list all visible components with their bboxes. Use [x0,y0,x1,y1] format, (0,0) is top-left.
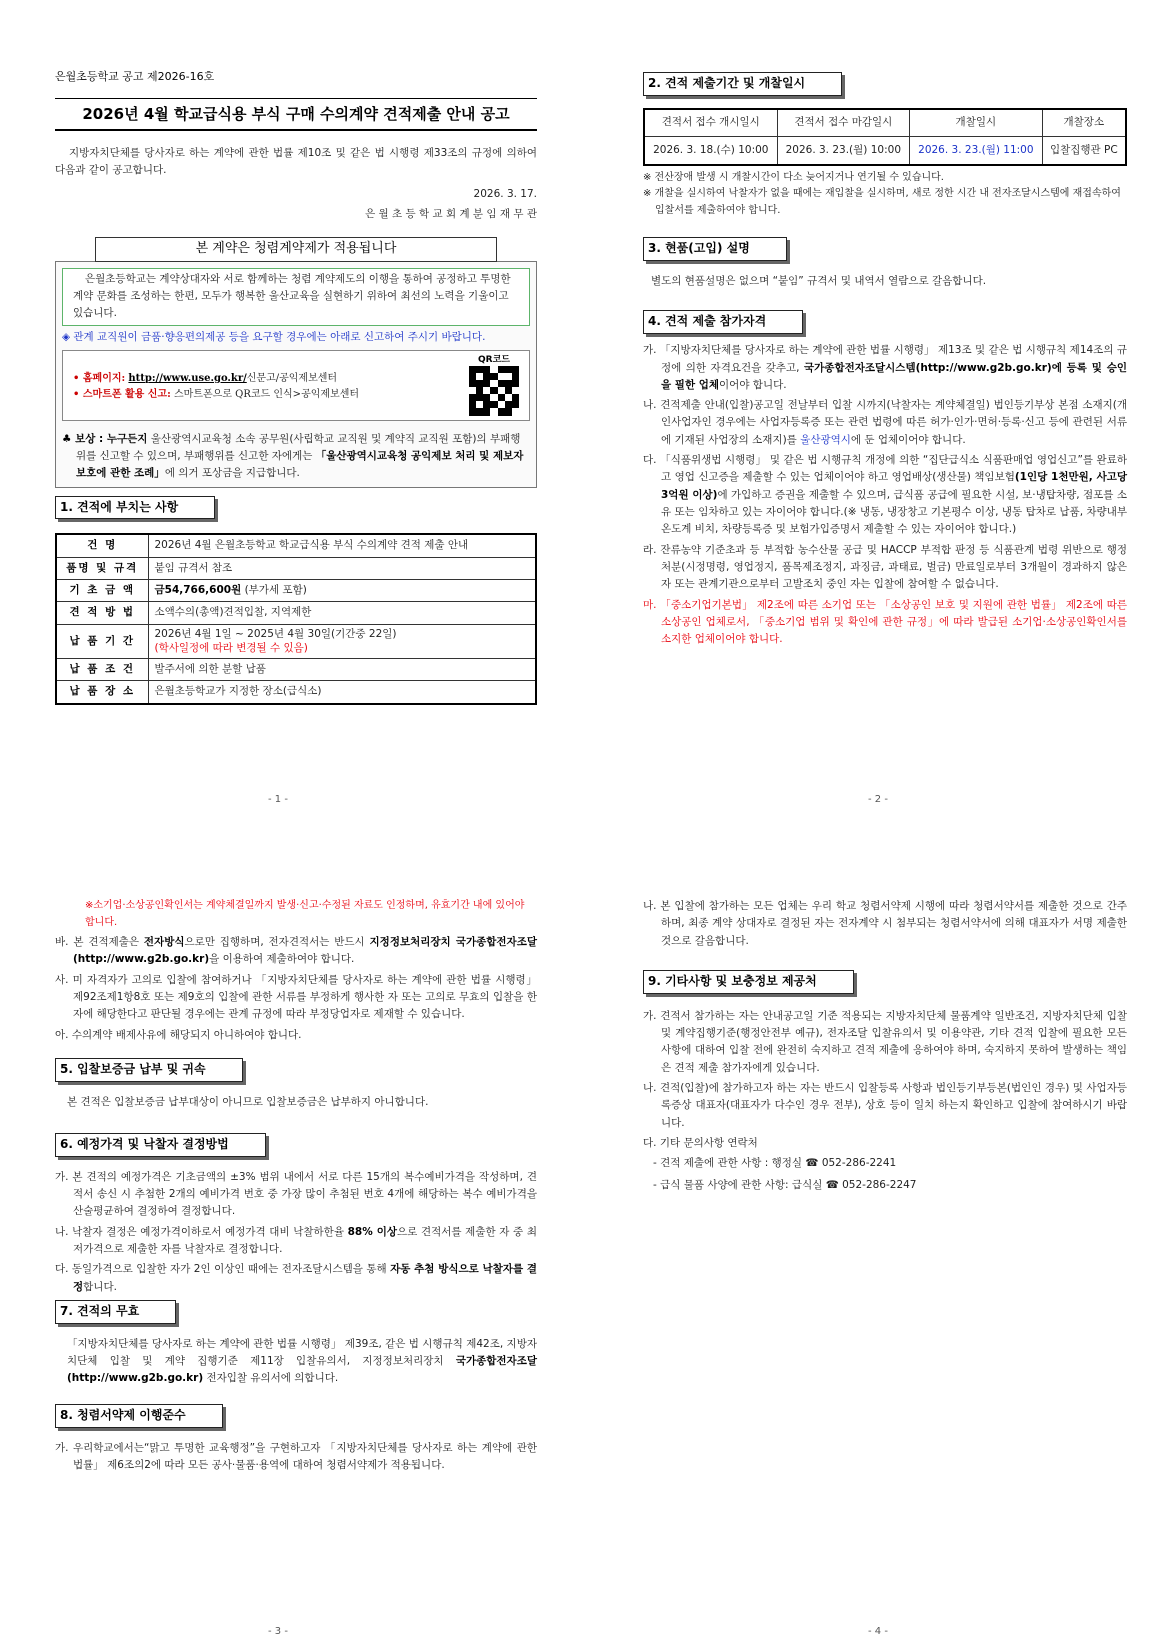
contact-food: - 급식 물품 사양에 관한 사항: 급식실 ☎ 052-286-2247 [653,1178,917,1191]
table-row: 납 품 조 건 발주서에 의한 분할 납품 [56,658,536,680]
section-7-heading: 7. 견적의 무효 [55,1300,176,1324]
section-8-text: 가. 우리학교에서는“맑고 투명한 교육행정”을 구현하고자 「지방자치단체를 당사자로 하는 계약에 관한 법률」 제6조의2에 따라 모든 공사·물품·용역에 대하여 청렴서약제가 적용됩니다. [55,1441,537,1471]
section-3-heading: 3. 현품(고입) 설명 [643,237,787,261]
integrity-na: 나. 본 입찰에 참가하는 모든 업체는 우리 학교 청렴서약제 시행에 따라 청렴서약서를 제출한 것으로 간주하며, 최종 계약 상대자로 결정된 자는 전자계약 시 첨부되는 청렴서약서에 의해 대표자가 서명 제출한 것으로 갈음합니다. [643,900,1127,947]
issuer: 은 월 초 등 학 교 회 계 분 임 재 무 관 [365,207,537,220]
table-row: 납 품 장 소 은월초등학교가 지정한 장소(급식소) [56,681,536,704]
report-note: ◈ 관계 교직원이 금품·향응편의제공 등을 요구할 경우에는 아래로 신고하여 주시기 바랍니다. [62,330,486,343]
page-2 [643,72,1127,652]
other-da: 다. 기타 문의사항 연락처 [643,1136,758,1149]
qualification-ga: 가. 「지방자치단체를 당사자로 하는 계약에 관한 법률 시행령」 제13조 및 같은 법 시행규칙 제14조의 규정에 의한 자격요건을 갖추고, 국가종합전자조달시스템(http://www.g2b.go.kr)에 등록 및 승인을 필한 업체이어야 합니다. [643,344,1127,391]
page-number-2: - 2 - [868,794,888,805]
smartphone-line: • 스마트폰 활용 신고: 스마트폰으로 QR코드 인식>공익제보센터 [73,389,360,401]
table-row: 품명 및 규격 붙임 규격서 참조 [56,557,536,579]
section-9-heading: 9. 기타사항 및 보충정보 제공처 [643,970,854,994]
qualification-da: 다. 「식품위생법 시행령」 및 같은 법 시행규칙 개정에 의한 “집단급식소 식품판매업 영업신고”를 완료하고 영업 신고증을 제출할 수 있는 업체이어야 하고 영업배상(생산물) 책임보험(1인당 1천만원, 사고당 3억원 이상)에 가입하고 증권을 제출할 수 있으며, 급식품 공급에 필요한 시설, 보·냉탑차량, 점포를 소유 또는 임차하고 있는 자이어야 합니다.(※ 냉동, 냉장창고 기본평수 이상, 냉동 탑차로 납품, 차량내부 온도계 비치, 차량등록증 및 보험가입증명서 제출할 수 있는 자이어야 합니다.) [643,454,1127,536]
reward-text: ♣ 보상 : 누구든지 울산광역시교육청 소속 공무원(사립학교 교직원 및 계약직 교직원 포함)의 부패행위를 신고할 수 있으며, 부패행위를 신고한 자에게는 「울산광역시교육청 공익제보 처리 및 제보자 보호에 관한 조례」에 의거 포상금을 지급합니다. [62,432,524,480]
qualification-ma: 마. 「중소기업기본법」 제2조에 따른 소기업 또는 「소상공인 보호 및 지원에 관한 법률」 제2조에 따른 소상공인 업체로서, 「중소기업 범위 및 확인에 관한 규정」에 따라 발급된 소기업·소상공인확인서를 소지한 업체이어야 합니다. [643,598,1127,646]
integrity-text: 은월초등학교는 계약상대자와 서로 함께하는 청렴 계약제도의 이행을 통하여 공정하고 투명한 계약 문화를 조성하는 한편, 모두가 행복한 울산교육을 실현하기 위하여 최선의 노력을 기울이고 있습니다. [62,268,530,326]
homepage-link[interactable]: http://www.use.go.kr/ [128,372,247,384]
other-na: 나. 견적(입찰)에 참가하고자 하는 자는 반드시 입찰등록 사항과 법인등기부등본(법인인 경우) 및 사업자등록증상 대표자(대표자가 다수인 경우 전부), 상호 등이 일치 하는지 확인하고 입찰에 참여하시기 바랍니다. [643,1081,1127,1129]
contact-bid: - 견적 제출에 관한 사항 : 행정실 ☎ 052-286-2241 [653,1157,897,1170]
section-5-text: 본 견적은 입찰보증금 납부대상이 아니므로 입찰보증금은 납부하지 아니합니다. [67,1095,429,1108]
pricing-ga: 가. 본 견적의 예정가격은 기초금액의 ±3% 범위 내에서 서로 다른 15개의 복수예비가격을 작성하며, 견적서 송신 시 추첨한 2개의 예비가격 번호 중 가장 많이 추첨된 번호 4개에 해당하는 복수 예비가격을 산술평균하여 결정하여 결정합니다. [55,1170,537,1218]
integrity-notice-box [55,261,537,488]
notice-number: 은월초등학교 공고 제2026-16호 [55,70,215,83]
intro-text: 지방자치단체를 당사자로 하는 계약에 관한 법률 제10조 및 같은 법 시행령 제33조의 규정에 의하여 다음과 같이 공고합니다. [55,146,537,177]
notice-date: 2026. 3. 17. [473,187,537,200]
page-number-3: - 3 - [268,1626,288,1637]
report-channels-box [62,350,530,421]
page-number-4: - 4 - [868,1626,888,1637]
schedule-table [643,108,1127,166]
section-5-heading: 5. 입찰보증금 납부 및 귀속 [55,1058,243,1082]
pricing-da: 다. 동일가격으로 입찰한 자가 2인 이상인 때에는 전자조달시스템을 통해 자동 추첨 방식으로 낙찰자를 결정합니다. [55,1263,537,1293]
section-8-heading: 8. 청렴서약제 이행준수 [55,1404,223,1428]
note-2: ※ 개찰을 실시하여 낙찰자가 없을 때에는 재입찰을 실시하며, 새로 정한 시간 내 전자조달시스템에 재접속하여 입찰서를 제출하여야 합니다. [643,188,1121,216]
qr-code-icon[interactable] [469,366,519,416]
clause-sa: 사. 미 자격자가 고의로 입찰에 참여하거나 「지방자치단체를 당사자로 하는 계약에 관한 법률 시행령」 제92조제1항8호 또는 제9호의 입찰에 관한 서류를 부정하게 행사한 자 또는 고의로 무효의 입찰을 한 자에 해당한다고 판단될 경우에는 관계 규정에 따라 부정당업자로 제재할 수 있습니다. [55,973,537,1021]
section-1-heading: 1. 견적에 부치는 사항 [55,496,215,520]
section-7-text: 「지방자치단체를 당사자로 하는 계약에 관한 법률 시행령」 제39조, 같은 법 시행규칙 제42조, 지방자치단체 입찰 및 계약 집행기준 제11장 입찰유의서, 지정정보처리장치 국가종합전자조달(http://www.g2b.go.kr) 전자입찰 유의서에 의합니다. [67,1337,537,1385]
page-4 [643,898,1127,1194]
section-4-heading: 4. 견적 제출 참가자격 [643,310,803,334]
pricing-na: 나. 낙찰자 결정은 예정가격이하로서 예정가격 대비 낙찰하한율 88% 이상으로 견적서를 제출한 자 중 최저가격으로 제출한 자를 낙찰자로 결정합니다. [55,1225,537,1256]
section-3-text: 별도의 현품설명은 없으며 “붙임” 규격서 및 내역서 열람으로 갈음합니다. [651,275,987,288]
other-ga: 가. 견적서 참가하는 자는 안내공고일 기준 적용되는 지방자치단체 물품계약 일반조건, 지방자치단체 입찰 및 계약집행기준(행정안전부 예규), 전자조달 입찰유의서 및 이용약관, 기타 견적 입찰에 필요한 모든 사항에 대하여 입찰 전에 완전히 숙지하고 견적 제출에 응하여야 하며, 숙지하지 못하여 발생하는 책임은 견적 제출 참가자에게 있습니다. [643,1009,1127,1074]
page-1 [55,68,537,705]
clause-a: 아. 수의계약 배제사유에 해당되지 아니하여야 합니다. [55,1028,302,1041]
integrity-notice-title: 본 계약은 청렴계약제가 적용됩니다 [95,237,497,261]
homepage-line: • 홈페이지: http://www.use.go.kr/신문고/공익제보센터 [73,372,338,384]
page-number-1: - 1 - [268,794,288,805]
section-6-heading: 6. 예정가격 및 낙찰자 결정방법 [55,1133,266,1157]
clause-ba: 바. 본 견적제출은 전자방식으로만 집행하며, 전자견적서는 반드시 지정정보처리장치 국가종합전자조달(http://www.g2b.go.kr)을 이용하여 제출하여야 합니다. [55,936,537,966]
qr-label: QR코드 [478,354,510,365]
table-header-row: 견적서 접수 개시일시 견적서 접수 마감일시 개찰일시 개찰장소 [644,109,1126,137]
smb-certificate-note: ※소기업·소상공인확인서는 계약체결일까지 발생·신고·수정된 자료도 인정하며, 유효기간 내에 있어야 합니다. [85,900,525,928]
note-1: ※ 전산장애 발생 시 개찰시간이 다소 늦어지거나 연기될 수 있습니다. [643,171,944,183]
qualification-ra: 라. 잔류농약 기준초과 등 부적합 농수산물 공급 및 HACCP 부적합 판정 등 식품관계 법령 위반으로 행정처분(시정명령, 영업정지, 품목제조정지, 과징금, 과태료, 벌금) 만료일로부터 3개월이 경과하지 않은 자 또는 관계기관으로부터 고발조치 중인 자는 입찰에 참여할 수 없습니다. [643,543,1127,591]
contract-info-table [55,533,537,704]
table-row: 견 적 방 법 소액수의(총액)견적입찰, 지역제한 [56,602,536,624]
table-row: 건 명 2026년 4월 은월초등학교 학교급식용 부식 수의계약 견적 제출 안내 [56,534,536,557]
qualification-na: 나. 견적제출 안내(입찰)공고일 전날부터 입찰 시까지(낙찰자는 계약체결일) 법인등기부상 본점 소재지(개인사업자인 경우에는 사업자등록증 또는 관련 법령에 따른 허가·인가·면허·등록·신고 등에 관련된 서류에 기재된 사업장의 소재지)를 울산광역시에 둔 업체이어야 합니다. [643,399,1127,446]
table-row: 2026. 3. 18.(수) 10:00 2026. 3. 23.(월) 10:00 2026. 3. 23.(월) 11:00 입찰집행관 PC [644,137,1126,165]
table-row: 납 품 기 간 2026년 4월 1일 ~ 2025년 4월 30일(기간중 22일) (학사일정에 따라 변경될 수 있음) [56,624,536,658]
page-title: 2026년 4월 학교급식용 부식 구매 수의계약 견적제출 안내 공고 [55,98,537,131]
section-2-heading: 2. 견적 제출기간 및 개찰일시 [643,72,842,96]
page-3 [55,898,537,1477]
table-row: 기 초 금 액 금54,766,600원 (부가세 포함) [56,579,536,601]
